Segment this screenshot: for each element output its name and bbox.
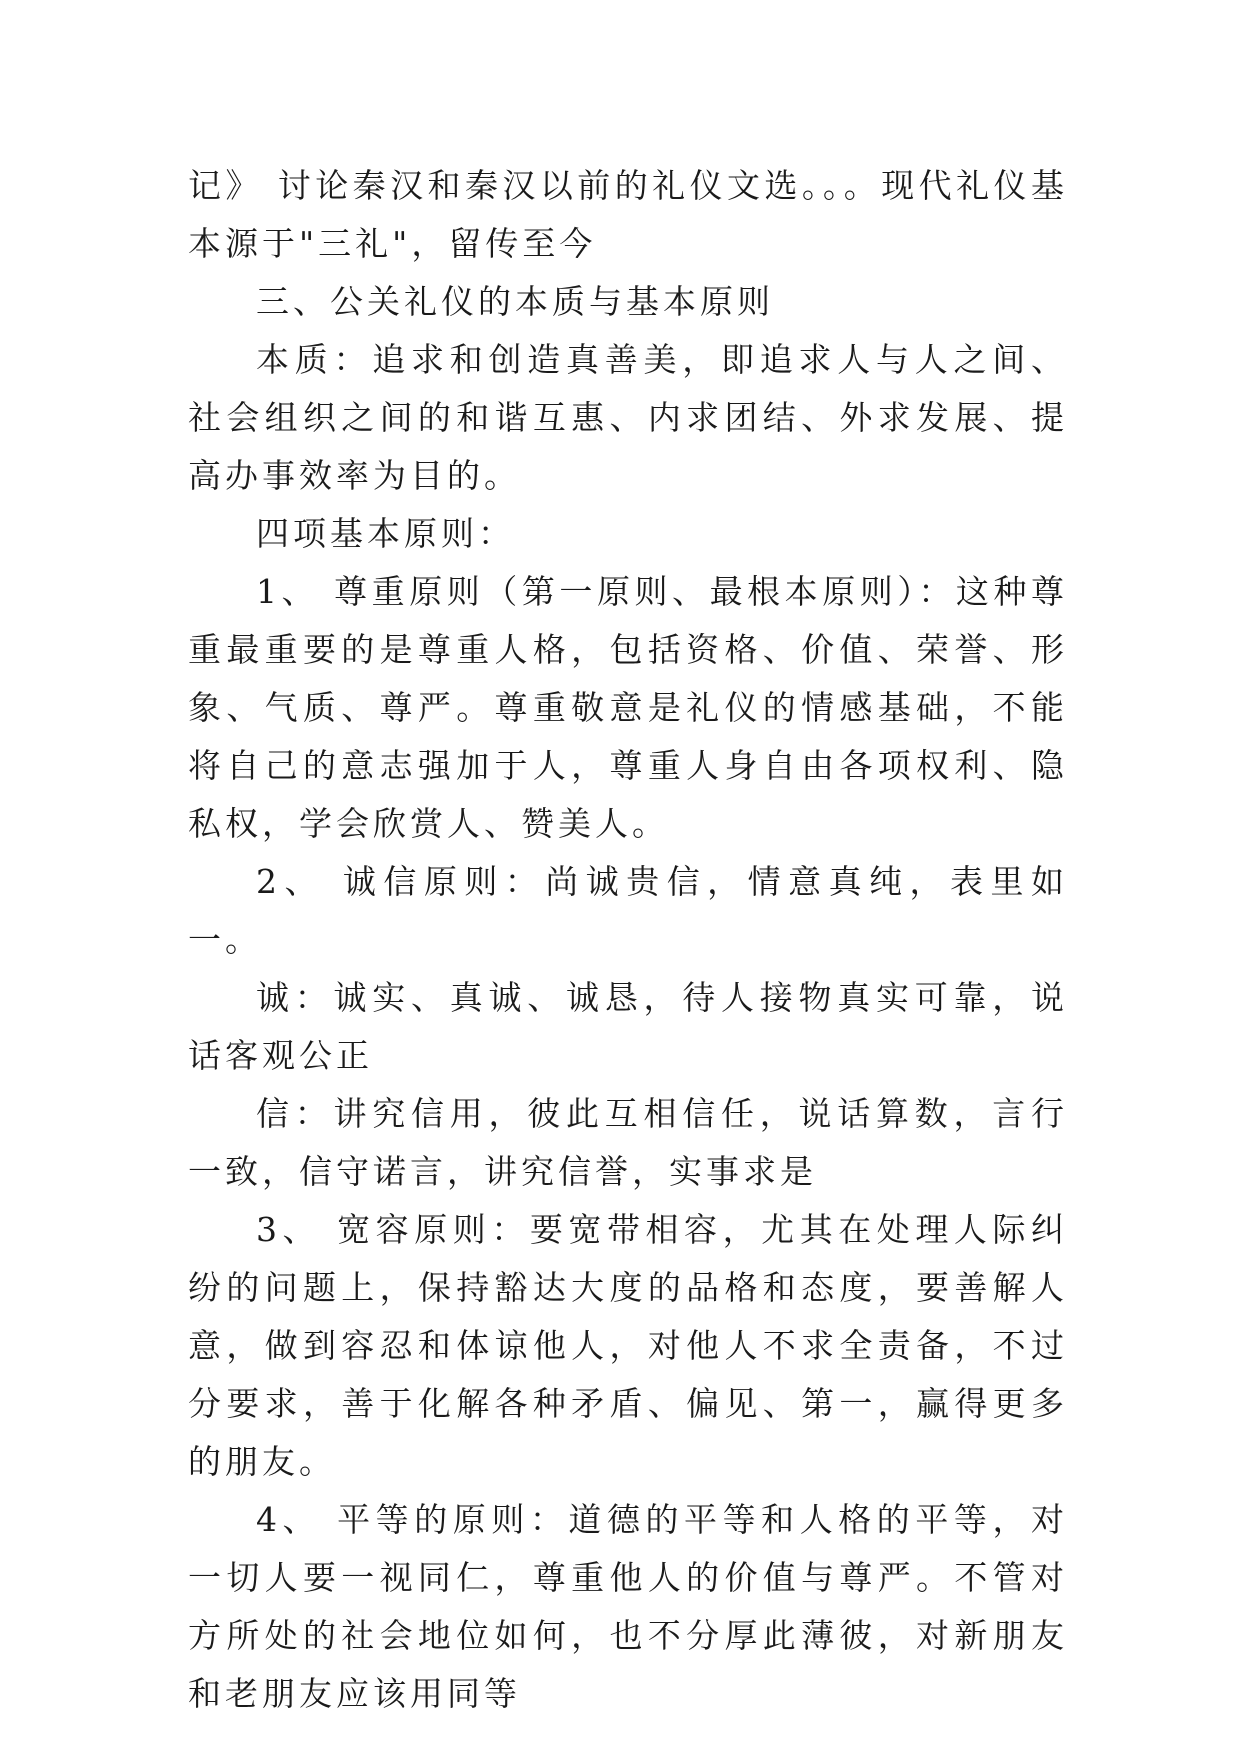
section-heading-essence-principles: 三、公关礼仪的本质与基本原则: [256, 282, 774, 321]
paragraph-principle-equality: 4、 平等的原则：道德的平等和人格的平等，对一切人要一视同仁，尊重他人的价值与尊严。不管对方所处的社会地位如何，也不分厚此薄彼，对新朋友和老朋友应该用同等: [188, 1500, 1068, 1713]
paragraph-principle-respect: 1、 尊重原则（第一原则、最根本原则）：这种尊重最重要的是尊重人格，包括资格、价值、荣誉、形象、气质、尊严。尊重敬意是礼仪的情感基础，不能将自己的意志强加于人，尊重人身自由各项权利、隐私权，学会欣赏人、赞美人。: [188, 572, 1068, 843]
paragraph-honesty-definition: 诚：诚实、真诚、诚恳，待人接物真实可靠，说话客观公正: [188, 978, 1068, 1075]
paragraph-four-principles-heading: 四项基本原则：: [256, 514, 515, 553]
paragraph-trust-definition: 信：讲究信用，彼此互相信任，说话算数，言行一致，信守诺言，讲究信誉，实事求是: [188, 1094, 1068, 1191]
document-body: [188, 157, 1068, 1723]
paragraph-principle-integrity: 2、 诚信原则：尚诚贵信，情意真纯，表里如一。: [188, 862, 1068, 959]
paragraph-origin-of-etiquette: 记》 讨论秦汉和秦汉以前的礼仪文选。。。现代礼仪基本源于"三礼"，留传至今: [188, 166, 1068, 263]
paragraph-principle-tolerance: 3、 宽容原则：要宽带相容，尤其在处理人际纠纷的问题上，保持豁达大度的品格和态度，要善解人意，做到容忍和体谅他人，对他人不求全责备，不过分要求，善于化解各种矛盾、偏见、第一，赢得更多的朋友。: [188, 1210, 1068, 1481]
paragraph-essence: 本质：追求和创造真善美，即追求人与人之间、社会组织之间的和谐互惠、内求团结、外求发展、提高办事效率为目的。: [188, 340, 1068, 495]
